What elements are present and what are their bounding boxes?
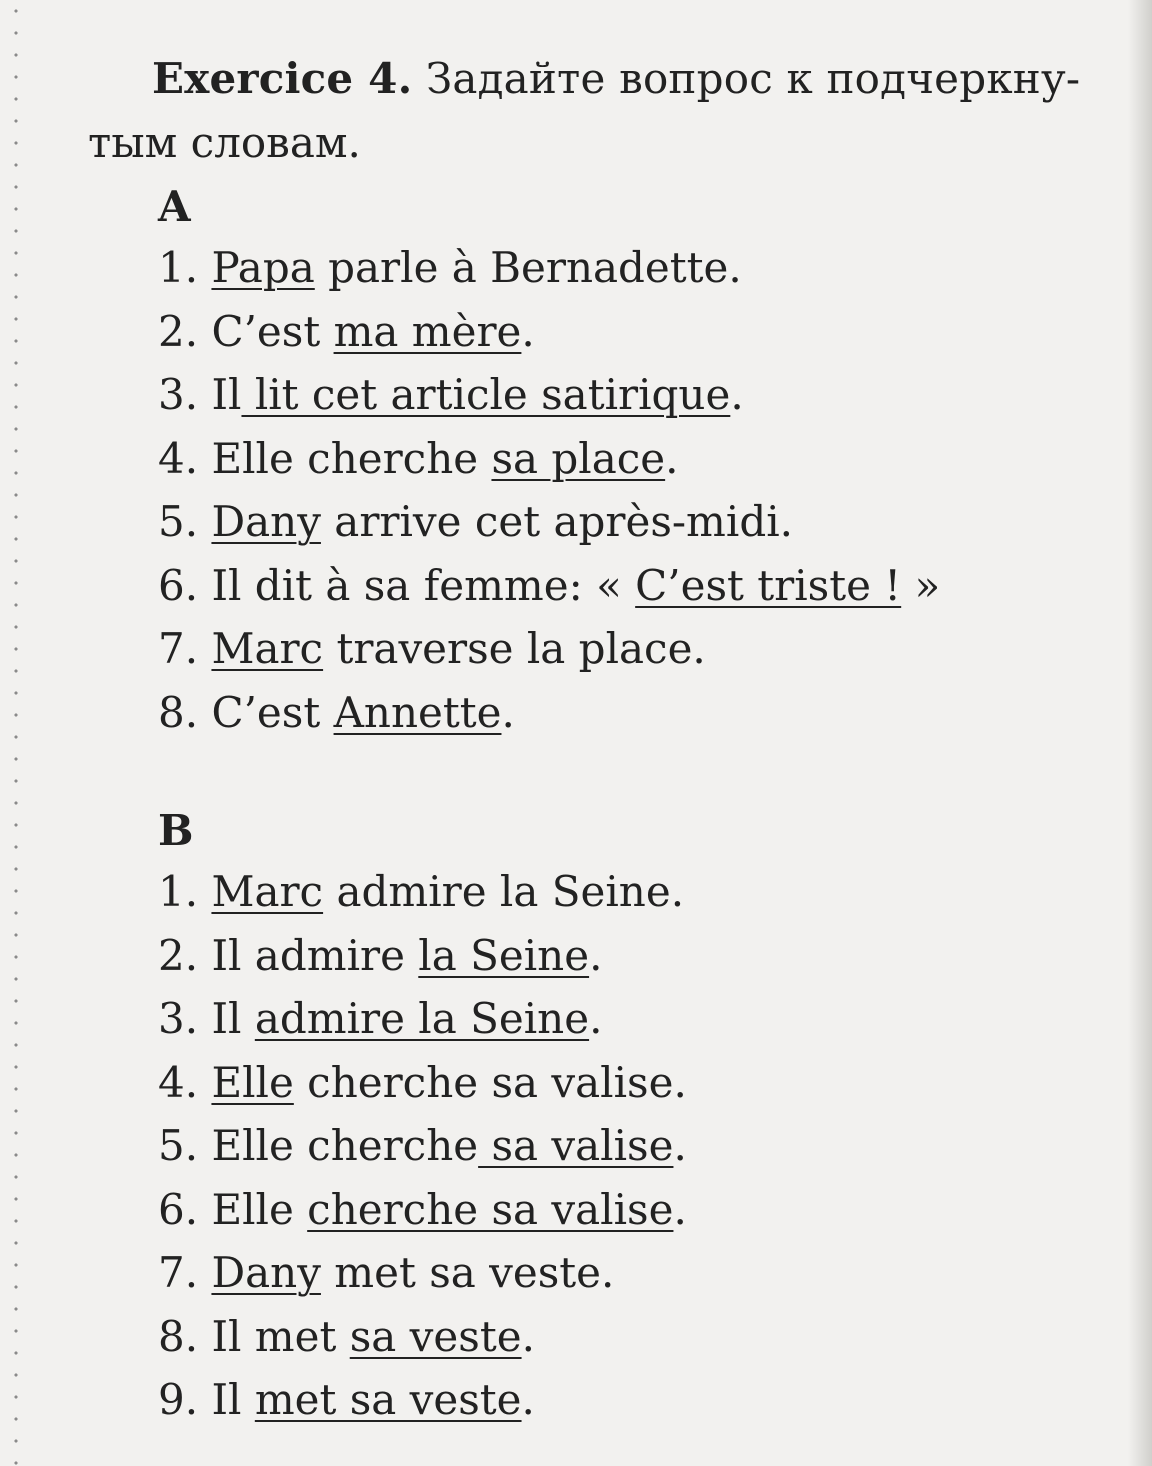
sentence-item bbox=[158, 987, 687, 1051]
sentence-item bbox=[158, 554, 940, 618]
sentence-text: cherche sa valise. bbox=[293, 1057, 687, 1107]
item-number: 3. bbox=[158, 994, 212, 1043]
page-right-edge bbox=[1128, 0, 1152, 1466]
sentence-item bbox=[158, 1114, 687, 1178]
item-number: 7. bbox=[158, 624, 212, 673]
sentence-text: . bbox=[589, 994, 603, 1043]
section-a-label: A bbox=[158, 182, 191, 231]
underlined-phrase: Papa bbox=[211, 243, 315, 292]
exercise-instruction-line2: тым словам. bbox=[88, 118, 361, 167]
sentence-text: Il bbox=[211, 1375, 255, 1424]
sentence-text: parle à Bernadette. bbox=[314, 243, 742, 292]
sentence-text: Il bbox=[211, 994, 255, 1043]
sentence-text: . bbox=[665, 433, 679, 483]
underlined-phrase: sa valise bbox=[478, 1121, 674, 1170]
underlined-phrase: met sa veste bbox=[254, 1375, 522, 1424]
underlined-phrase: cherche sa valise bbox=[307, 1184, 674, 1234]
item-number: 6. bbox=[158, 560, 212, 610]
sentence-text: » bbox=[901, 560, 941, 610]
item-number: 1. bbox=[158, 867, 212, 916]
sentence-item bbox=[158, 300, 940, 364]
underlined-phrase: Marc bbox=[211, 624, 324, 673]
sentence-text: Elle bbox=[211, 1184, 308, 1234]
sentence-text: C’est bbox=[211, 306, 334, 356]
sentence-text: . bbox=[589, 930, 603, 980]
sentence-text: traverse la place. bbox=[323, 624, 706, 673]
exercise-label: Exercice 4. bbox=[152, 54, 413, 103]
section-b-list bbox=[158, 860, 687, 1432]
item-number: 1. bbox=[158, 243, 212, 292]
underlined-phrase: la Seine bbox=[418, 930, 590, 980]
item-number: 7. bbox=[158, 1248, 212, 1297]
sentence-item bbox=[158, 1178, 687, 1242]
underlined-phrase: Dany bbox=[211, 1248, 321, 1297]
sentence-text: . bbox=[501, 687, 515, 737]
sentence-item bbox=[158, 860, 687, 924]
sentence-item bbox=[158, 1051, 687, 1115]
item-number: 4. bbox=[158, 1057, 212, 1107]
sentence-item bbox=[158, 490, 940, 554]
underlined-phrase: C’est triste ! bbox=[635, 560, 902, 610]
sentence-item bbox=[158, 236, 940, 300]
sentence-text: . bbox=[521, 1375, 535, 1424]
sentence-text: . bbox=[673, 1184, 687, 1234]
sentence-item bbox=[158, 681, 940, 745]
underlined-phrase: Marc bbox=[211, 867, 324, 916]
sentence-text: met sa veste. bbox=[320, 1248, 615, 1297]
sentence-item bbox=[158, 924, 687, 988]
page-edge-dots bbox=[14, 0, 18, 1466]
underlined-phrase: Annette bbox=[333, 687, 502, 737]
underlined-phrase: sa veste bbox=[349, 1311, 522, 1361]
item-number: 3. bbox=[158, 370, 212, 419]
sentence-item bbox=[158, 1368, 687, 1432]
sentence-item bbox=[158, 1305, 687, 1369]
underlined-phrase: Dany bbox=[211, 497, 321, 546]
item-number: 5. bbox=[158, 1121, 212, 1170]
item-number: 8. bbox=[158, 687, 212, 737]
sentence-text: Il met bbox=[211, 1311, 350, 1361]
sentence-text: Il bbox=[211, 370, 242, 419]
sentence-text: arrive cet après-midi. bbox=[320, 497, 793, 546]
sentence-text: . bbox=[730, 370, 744, 419]
sentence-text: Elle cherche bbox=[211, 433, 492, 483]
item-number: 5. bbox=[158, 497, 212, 546]
underlined-phrase: sa place bbox=[491, 433, 666, 483]
sentence-item bbox=[158, 363, 940, 427]
item-number: 2. bbox=[158, 306, 212, 356]
sentence-text: Il admire bbox=[211, 930, 419, 980]
underlined-phrase: ma mère bbox=[333, 306, 522, 356]
item-number: 2. bbox=[158, 930, 212, 980]
underlined-phrase: Elle bbox=[211, 1057, 294, 1107]
sentence-text: . bbox=[673, 1121, 687, 1170]
section-a-list bbox=[158, 236, 940, 744]
underlined-phrase: lit cet article satirique bbox=[241, 370, 731, 419]
item-number: 8. bbox=[158, 1311, 212, 1361]
sentence-text: . bbox=[521, 306, 535, 356]
item-number: 9. bbox=[158, 1375, 212, 1424]
sentence-item bbox=[158, 1241, 687, 1305]
sentence-item bbox=[158, 427, 940, 491]
item-number: 6. bbox=[158, 1184, 212, 1234]
underlined-phrase: admire la Seine bbox=[254, 994, 590, 1043]
sentence-text: Elle cherche bbox=[211, 1121, 479, 1170]
item-number: 4. bbox=[158, 433, 212, 483]
section-b-label: B bbox=[158, 806, 194, 855]
exercise-heading bbox=[152, 48, 1132, 110]
sentence-text: . bbox=[521, 1311, 535, 1361]
sentence-item bbox=[158, 617, 940, 681]
sentence-text: admire la Seine. bbox=[323, 867, 685, 916]
exercise-instruction-line1: Задайте вопрос к подчеркну- bbox=[412, 54, 1081, 103]
sentence-text: C’est bbox=[211, 687, 334, 737]
sentence-text: Il dit à sa femme: « bbox=[211, 560, 636, 610]
